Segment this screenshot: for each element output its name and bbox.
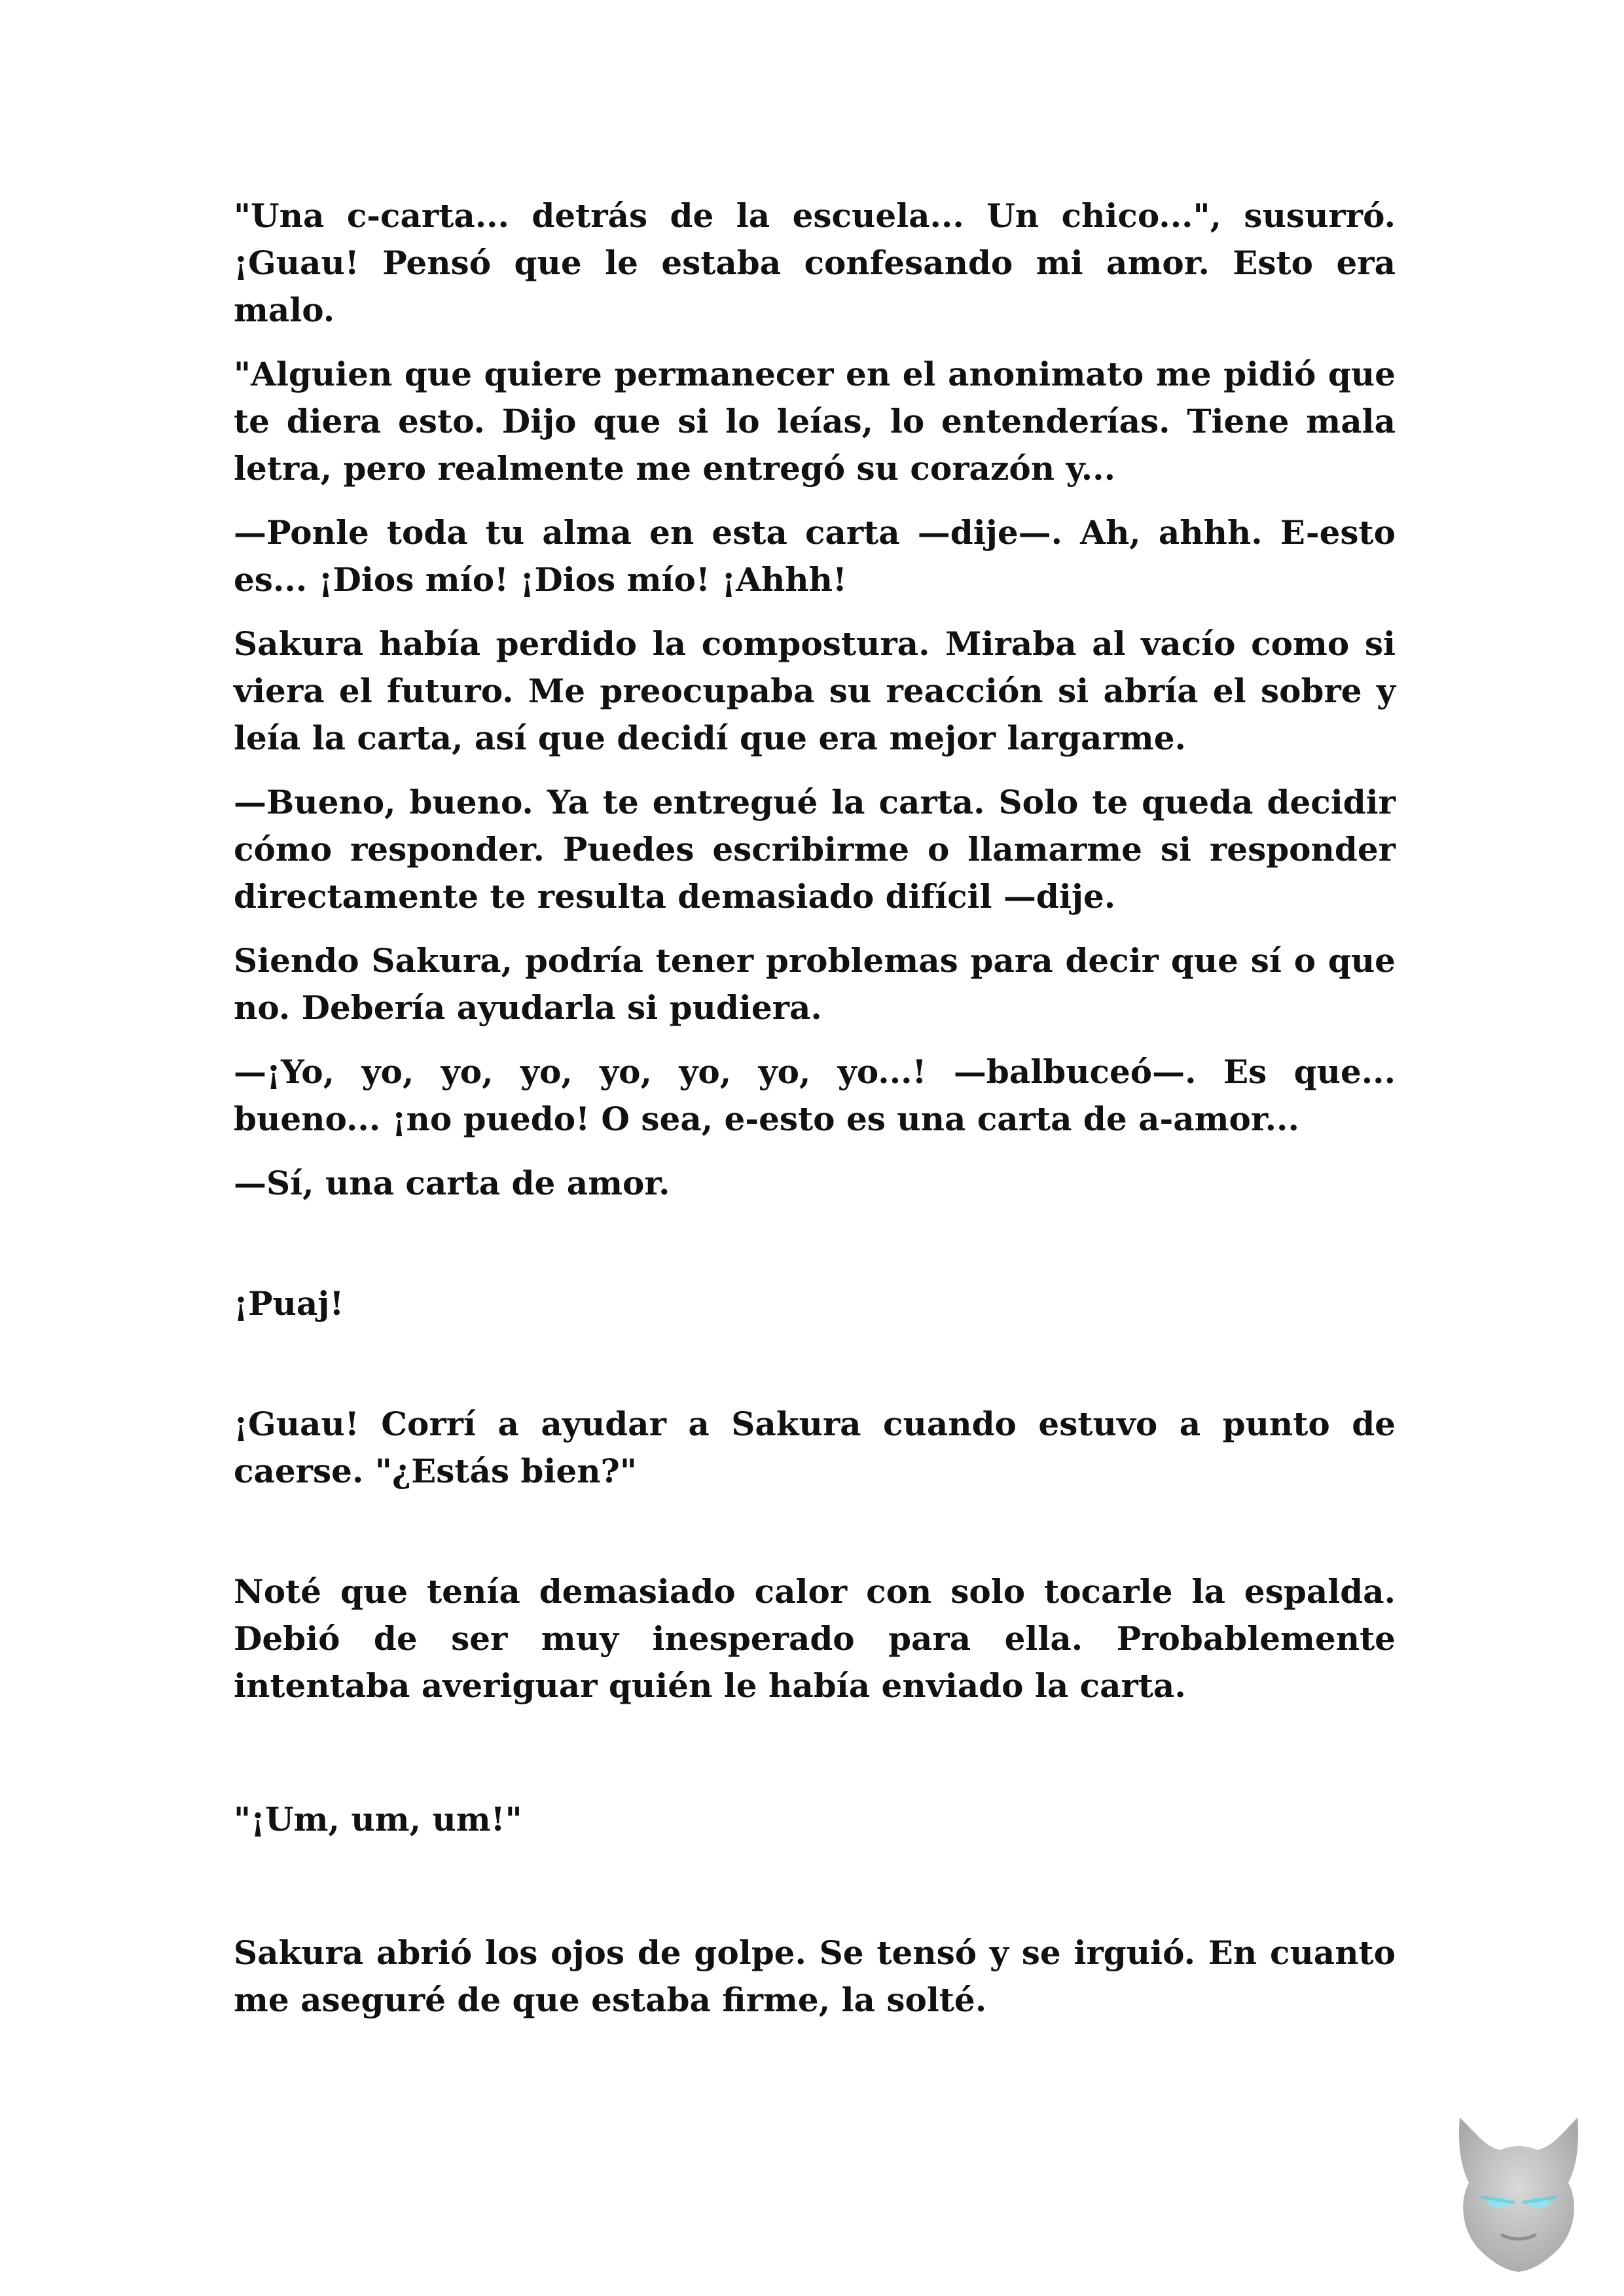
paragraph: —Ponle toda tu alma en esta carta —dije—. Ah, ahhh. E-esto es... ¡Dios mío! ¡Dios mío! ¡Ahhh! xyxy=(234,513,1396,599)
paragraph: —Bueno, bueno. Ya te entregué la carta. Solo te queda decidir cómo responder. Puedes escribirme o llamarme si responder directamente te resulta demasiado difícil —dije. xyxy=(234,783,1396,916)
paragraph: —¡Yo, yo, yo, yo, yo, yo, yo, yo...! —balbuceó—. Es que... bueno... ¡no puedo! O sea, e-esto es una carta de a-amor... xyxy=(234,1052,1396,1138)
head-shape xyxy=(1459,2117,1578,2272)
paragraph: ¡Puaj! xyxy=(234,1284,344,1323)
paragraph: Sakura abrió los ojos de golpe. Se tensó y se irguió. En cuanto me aseguré de que estaba firme, la solté. xyxy=(234,1933,1396,2019)
paragraph: "¡Um, um, um!" xyxy=(234,1800,522,1839)
paragraph: "Una c-carta... detrás de la escuela... Un chico...", susurró. ¡Guau! Pensó que le estaba confesando mi amor. Esto era malo. xyxy=(234,196,1396,329)
paragraph: Noté que tenía demasiado calor con solo tocarle la espalda. Debió de ser muy inesperado para ella. Probablemente intentaba averiguar quién le había enviado la carta. xyxy=(234,1572,1396,1705)
paragraph: Sakura había perdido la compostura. Miraba al vacío como si viera el futuro. Me preocupaba su reacción si abría el sobre y leía la carta, así que decidí que era mejor largarme. xyxy=(234,624,1396,757)
paragraph: "Alguien que quiere permanecer en el anonimato me pidió que te diera esto. Dijo que si lo leías, lo entenderías. Tiene mala letra, pero realmente me entregó su corazón y... xyxy=(234,355,1396,488)
paragraph: —Sí, una carta de amor. xyxy=(234,1164,670,1202)
paragraph: ¡Guau! Corrí a ayudar a Sakura cuando estuvo a punto de caerse. "¿Estás bien?" xyxy=(234,1405,1396,1490)
demon-head-icon xyxy=(1440,2111,1597,2274)
paragraph: Siendo Sakura, podría tener problemas para decir que sí o que no. Debería ayudarla si pudiera. xyxy=(234,941,1396,1027)
body-text xyxy=(234,192,1396,2041)
